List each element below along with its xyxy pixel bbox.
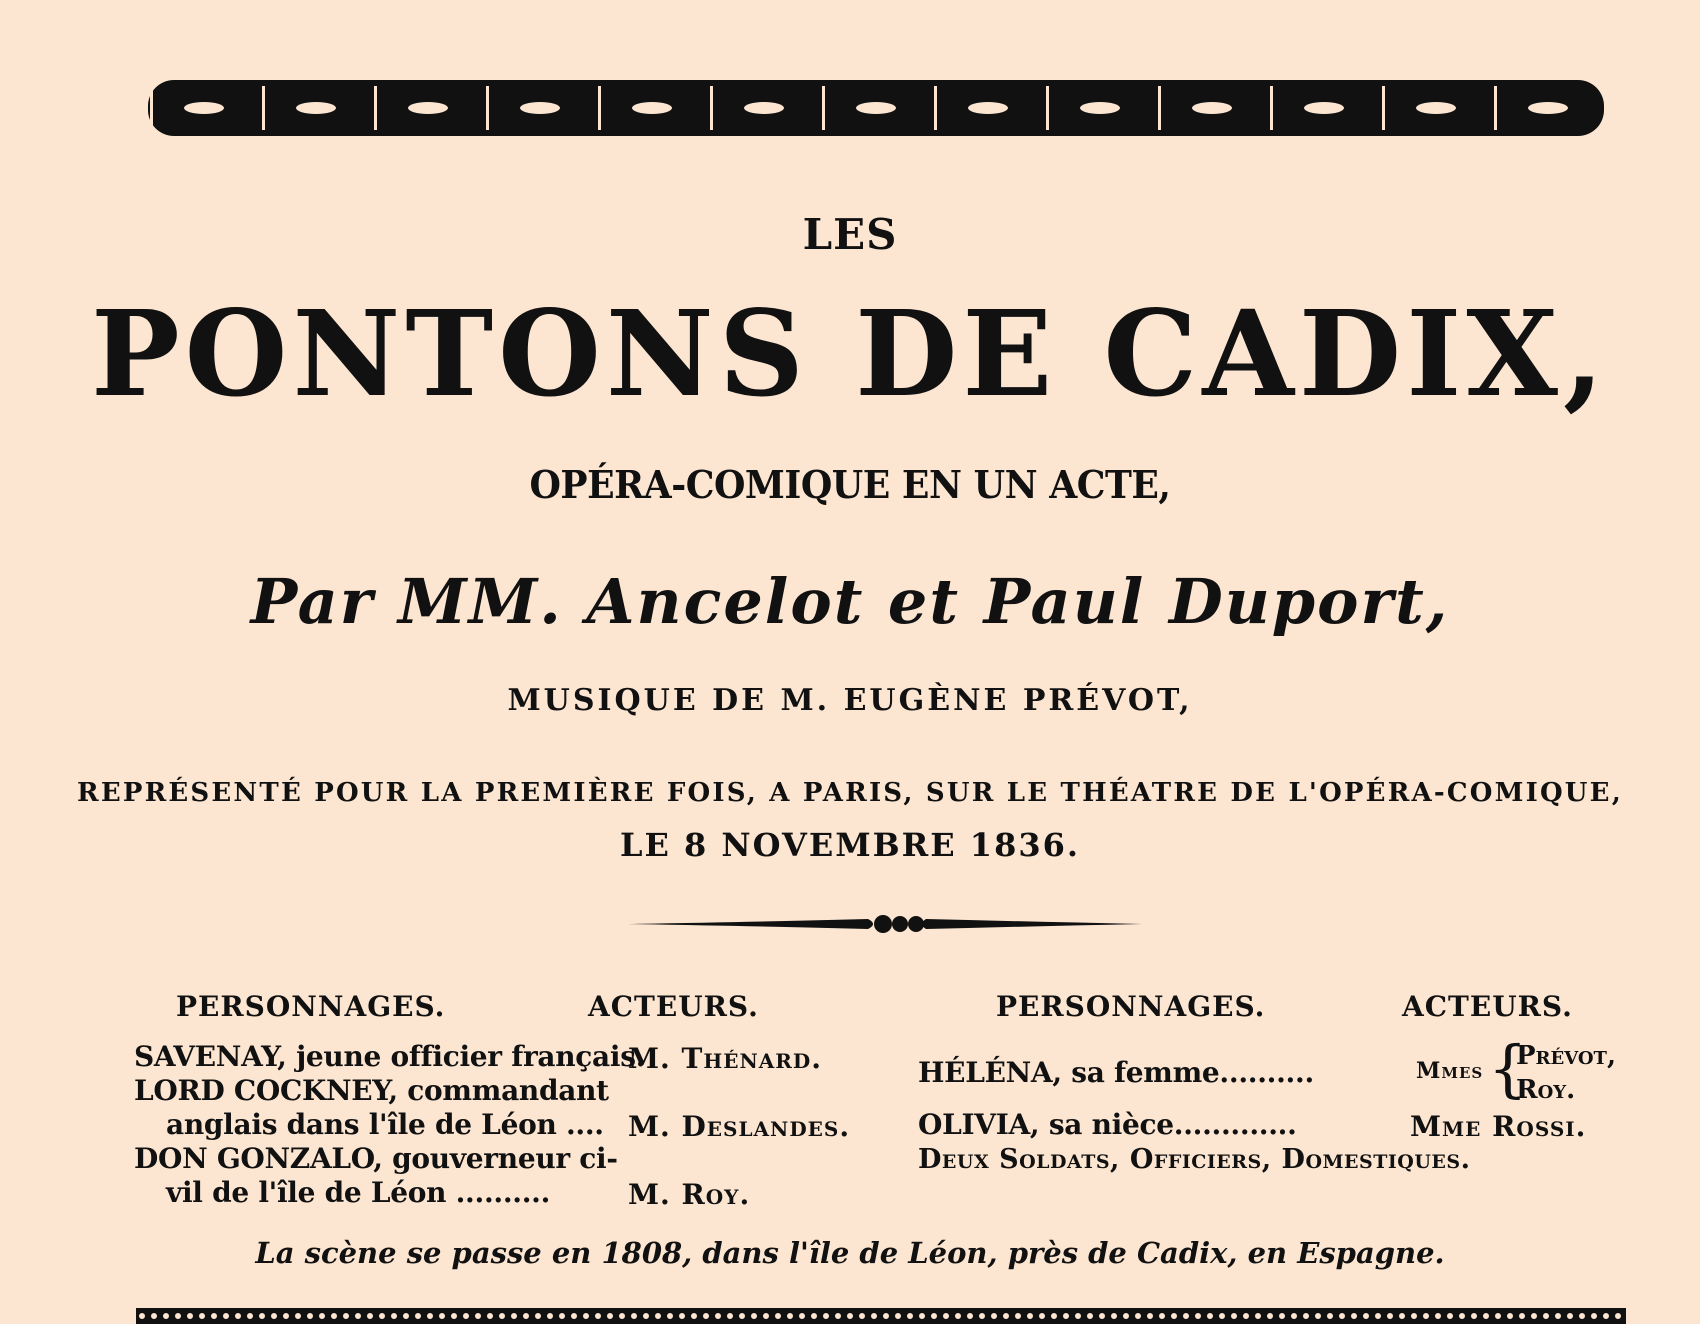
cast-extras: Deux Soldats, Officiers, Domestiques. (918, 1144, 1471, 1175)
scene-setting: La scène se passe en 1808, dans l'île de Léon, près de Cadix, en Espagne. (255, 1236, 1445, 1270)
cast-actor-rossi: Mme Rossi. (1410, 1110, 1587, 1143)
bottom-ornament-border (136, 1304, 1626, 1324)
cast-role-cockney-line2: anglais dans l'île de Léon .... (166, 1108, 604, 1141)
cast-actor-roy-right: Roy. (1516, 1075, 1576, 1105)
cast-role-helena: HÉLÉNA, sa femme.......... (918, 1056, 1314, 1089)
col-header-acteurs-right: ACTEURS. (1402, 990, 1573, 1023)
cast-role-olivia: OLIVIA, sa nièce............. (918, 1108, 1297, 1141)
cast-actor-prefix-mmes: Mmes (1416, 1058, 1484, 1084)
genre-line: OPÉRA-COMIQUE EN UN ACTE, (529, 462, 1171, 507)
cast-actor-thenard: M. Thénard. (628, 1042, 822, 1075)
cast-actor-prevot: Prévot, (1516, 1041, 1617, 1071)
cast-role-savenay: SAVENAY, jeune officier français. (134, 1040, 646, 1073)
cast-role-gonzalo-line2: vil de l'île de Léon .......... (166, 1176, 551, 1209)
col-header-personnages-left: PERSONNAGES. (176, 990, 446, 1023)
cast-actor-deslandes: M. Deslandes. (628, 1110, 851, 1143)
top-ornament-border (148, 72, 1604, 144)
authors-line: Par MM. Ancelot et Paul Duport, (250, 565, 1450, 638)
col-header-personnages-right: PERSONNAGES. (996, 990, 1266, 1023)
col-header-acteurs-left: ACTEURS. (588, 990, 759, 1023)
cast-role-cockney-line1: LORD COCKNEY, commandant (134, 1074, 609, 1107)
brace-icon: { (1488, 1032, 1528, 1105)
page-title: PONTONS DE CADIX, (90, 284, 1610, 423)
divider-rule (628, 912, 1142, 936)
cast-role-gonzalo-line1: DON GONZALO, gouverneur ci- (134, 1142, 618, 1175)
cast-actor-roy: M. Roy. (628, 1178, 751, 1211)
representation-line: REPRÉSENTÉ POUR LA PREMIÈRE FOIS, A PARIS, SUR LE THÉATRE DE L'OPÉRA-COMIQUE, (77, 778, 1623, 808)
title-article: LES (802, 210, 898, 259)
premiere-date: LE 8 NOVEMBRE 1836. (619, 826, 1080, 864)
music-credit: MUSIQUE DE M. EUGÈNE PRÉVOT, (507, 683, 1193, 718)
